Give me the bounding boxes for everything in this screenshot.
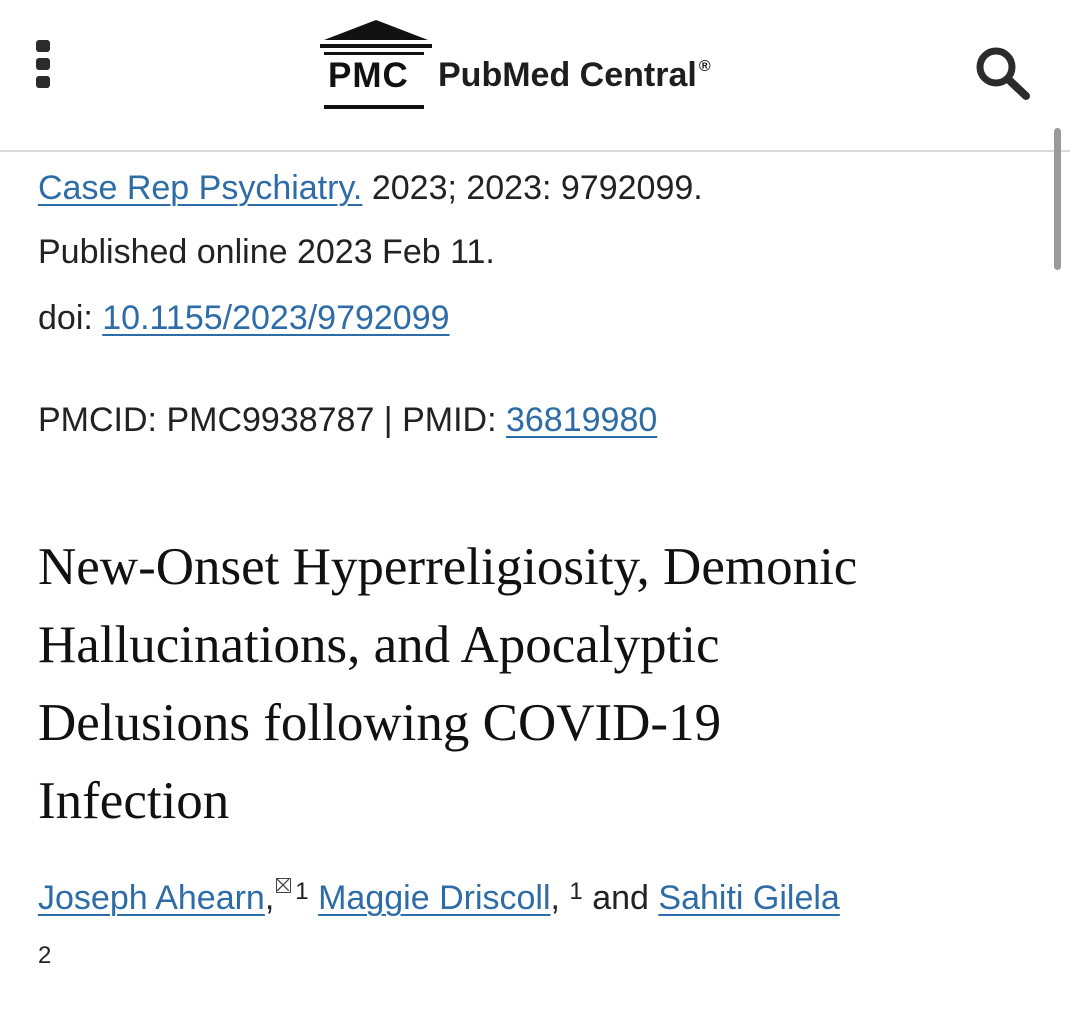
search-icon-graphic: [972, 44, 1034, 100]
author-separator: ,: [550, 879, 570, 917]
author-list: [38, 878, 840, 918]
title-line: Infection: [38, 772, 230, 830]
published-date: Published online 2023 Feb 11.: [38, 233, 495, 271]
author-link[interactable]: Sahiti Gilela: [658, 879, 840, 917]
menu-dot: [36, 58, 50, 70]
registered-mark: ®: [698, 58, 711, 75]
email-icon[interactable]: [276, 878, 291, 893]
title-line: New-Onset Hyperreligiosity, Demonic: [38, 538, 858, 596]
pmc-logo[interactable]: [320, 18, 780, 110]
article-title: [38, 528, 1028, 840]
doi-label: doi:: [38, 299, 103, 337]
author-link[interactable]: Maggie Driscoll: [318, 879, 551, 917]
kebab-menu-icon[interactable]: [36, 40, 54, 88]
journal-link[interactable]: Case Rep Psychiatry.: [38, 169, 363, 207]
menu-dot: [36, 76, 50, 88]
scrollbar-thumb[interactable]: [1054, 128, 1061, 270]
affiliation-ref[interactable]: 2: [38, 942, 52, 969]
search-icon[interactable]: [972, 44, 1034, 100]
doi-line: [38, 298, 450, 338]
title-line: Delusions following COVID-19: [38, 694, 722, 752]
author-link[interactable]: Joseph Ahearn: [38, 879, 265, 917]
top-header: [0, 0, 1070, 152]
citation-line: [38, 168, 703, 208]
title-line: Hallucinations, and Apocalyptic: [38, 616, 720, 674]
affiliation-ref[interactable]: 1: [569, 878, 583, 905]
logo-name-wrap: [438, 56, 711, 95]
doi-link[interactable]: 10.1155/2023/9792099: [102, 299, 450, 337]
logo-abbrev: PMC: [328, 56, 409, 95]
pmcid-text: PMCID: PMC9938787 | PMID:: [38, 401, 506, 439]
affiliation-ref[interactable]: 1: [295, 878, 309, 905]
author-conjunction: and: [582, 879, 659, 917]
pmid-link[interactable]: 36819980: [505, 401, 658, 439]
logo-name: PubMed Central: [438, 56, 697, 94]
logo-roof-icon: [320, 18, 432, 52]
citation-details: 2023; 2023: 9792099.: [362, 169, 703, 207]
menu-dot: [36, 40, 50, 52]
author-separator: ,: [264, 879, 275, 917]
ids-line: [38, 400, 657, 440]
